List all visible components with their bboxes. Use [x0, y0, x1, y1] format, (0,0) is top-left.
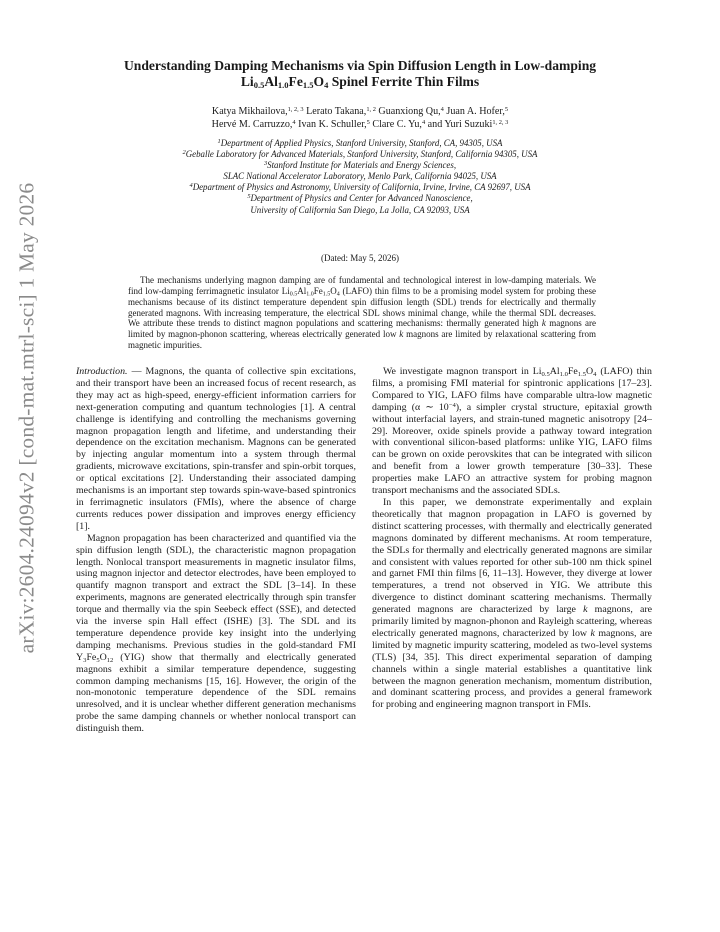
author-line-2: Hervé M. Carruzzo,$^4$ Ivan K. Schuller,$^5$ Clare C. Yu,$^4$ and Yuri Suzuki$^{1, 2, 3}$	[211, 119, 509, 130]
affiliation: SLAC National Accelerator Laboratory, Menlo Park, California 94025, USA	[223, 171, 497, 182]
affiliation: $^4$Department of Physics and Astronomy, University of California, Irvine, Irvine, CA 92697, USA	[189, 182, 531, 193]
paragraph: Magnon propagation has been characterized and quantified via the spin diffusion length (SDL), the characteristic magnon propagation length. Nonlocal transport measurements in magnetic insulator films, using magnon injector and detector electrodes, have been employed to quantify magnon transport and extract the SDL [3–14]. In these experiments, magnons are generated electrically through spin transfer torque and thermally via the spin Seebeck effect (SSE), and detected via the inverse spin Hall effect (ISHE) [3]. The SDL and its temperature dependence provide key insight into the underlying damping mechanisms. Previous studies in the gold-standard FMI $Y_3Fe_5O_{12}$ (YIG) show that thermally and electrically generated magnons exhibit a similar temperature dependence, suggesting common damping mechanisms [15, 16]. However, the origin of the non-monotonic temperature dependence of the SDL remains unresolved, and it is unclear whether different generation mechanisms probe the same damping channels or whether nonlocal transport can distinguish them.	[76, 532, 356, 735]
date-line: (Dated: May 5, 2026)	[321, 253, 399, 263]
arxiv-sidebar	[10, 138, 44, 698]
left-column	[76, 366, 356, 735]
paper-title	[60, 58, 660, 90]
abstract	[128, 275, 596, 351]
author-name: Lerato Takana,	[303, 106, 367, 117]
author-name: Guanxiong Qu,	[375, 106, 441, 117]
paragraph-introduction: Introduction. — Magnons, the quanta of collective spin excitations, and their transport have been an increased focus of recent research, as they may act as high-speed, energy-efficient information carriers for next-generation computing and quantum technologies [1]. A central challenge is identifying and controlling the mechanisms governing magnon propagation length and lifetime, and understanding their dependence on the excitation mechanism. Magnons can be generated by injecting angular momentum into a system through thermal gradients, microwave excitations, spin-transfer and spin-orbit torques, or optical excitations [2]. Understanding their associated damping mechanisms is an important step towards spin-wave-based spintronics in ferrimagnetic insulators (FMIs), where the absence of charge currents reduces power dissipation and improves energy efficiency [1].	[76, 366, 356, 532]
affiliation: $^5$Department of Physics and Center for Advanced Nanoscience,	[247, 193, 473, 204]
author-name: and Yuri Suzuki	[425, 119, 493, 130]
right-column	[372, 366, 652, 711]
affiliation: $^1$Department of Applied Physics, Stanford University, Stanford, CA, 94305, USA	[217, 138, 503, 148]
paragraph: We investigate magnon transport in $Li_{0.5}Al_{1.0}Fe_{1.5}O_4$ (LAFO) thin films, a promising FMI material for spintronic applications [17–23]. Compared to YIG, LAFO films have comparable ultra-low magnetic damping (α ∼ $10^{-4}$), a simpler crystal structure, epitaxial growth without interfacial layers, and strain-tuned magnetic anisotropy [24–29]. Moreover, oxide spinels provide a pathway toward integration with conventional silicon-based platforms: unlike YIG, LAFO films can be grown on oxide perovskites that can be integrated with silicon and benefit from a lower growth temperature [30–33]. These properties make LAFO an attractive system for probing magnon transport mechanisms and the associated SDLs.	[372, 366, 652, 497]
author-line-1: Katya Mikhailova,$^{1, 2, 3}$ Lerato Takana,$^{1, 2}$ Guanxiong Qu,$^4$ Juan A. Hofer,$^5$	[211, 106, 509, 117]
title-line-1: Understanding Damping Mechanisms via Spin Diffusion Length in Low-damping	[123, 58, 597, 73]
author-name: Ivan K. Schuller,	[295, 119, 367, 130]
title-line-2: $Li_{0.5}Al_{1.0}Fe_{1.5}O_4$ Spinel Ferrite Thin Films	[240, 74, 480, 90]
affiliation: $^2$Geballe Laboratory for Advanced Materials, Stanford University, Stanford, California 94305, USA	[182, 149, 538, 160]
arxiv-identifier[interactable]: arXiv:2604.24094v2 [cond-mat.mtrl-sci] 1 May 2026	[14, 182, 39, 654]
affiliation: $^3$Stanford Institute for Materials and Energy Sciences,	[263, 160, 457, 171]
paragraph: In this paper, we demonstrate experimentally and explain theoretically that magnon propagation in LAFO is governed by distinct scattering processes, with thermally and electrically generated magnons dominated by different mechanisms. At room temperature, the SDLs for thermally and electrically generated magnons are similar and consistent with values reported for other sub-100 nm thick spinel and garnet FMI thin films [6, 11–13]. However, they diverge at lower temperatures, a trend not observed in YIG. We attribute this divergence to distinct dominant scattering mechanisms. Thermally generated magnons are characterized by large k magnons, are primarily limited by magnon-phonon and Rayleigh scattering, whereas electrically generated magnons, characterized by low k magnons, are limited by magnetic impurity scattering, modeled as two-level systems (TLS) [34, 35]. This direct experimental separation of damping channels within a single material establishes a quantitative link between the magnon generation mechanism, momentum distribution, and dominant scattering process, and provides a general framework for probing and engineering magnon transport in FMIs.	[372, 496, 653, 711]
author-list	[60, 105, 660, 131]
affiliation-list	[60, 138, 660, 216]
abstract-text: The mechanisms underlying magnon damping are of fundamental and technological interest in low-damping materials. We find low-damping ferrimagnetic insulator $Li_{0.5}Al_{1.0}Fe_{1.5}O_4$ (LAFO) thin films to be a promising model system for probing these mechanisms because of its distinct temperature dependent spin diffusion length (SDL) trends for electrically and thermally generated magnons. With increasing temperature, the electrical SDL shows minimal change, while the thermal SDL decreases. We attribute these trends to distinct magnon populations and scattering mechanisms: thermally generated high k magnons are limited by magnon-phonon scattering, whereas electrically generated low k magnons are limited by relaxational scattering from magnetic impurities.	[128, 275, 597, 351]
author-name: Hervé M. Carruzzo,	[211, 119, 293, 130]
author-name: Juan A. Hofer,	[443, 106, 505, 117]
section-runin-heading: Introduction.	[76, 366, 128, 377]
author-name: Katya Mikhailova,	[211, 106, 288, 117]
author-name: Clare C. Yu,	[369, 119, 422, 130]
affiliation: University of California San Diego, La Jolla, CA 92093, USA	[250, 204, 470, 215]
